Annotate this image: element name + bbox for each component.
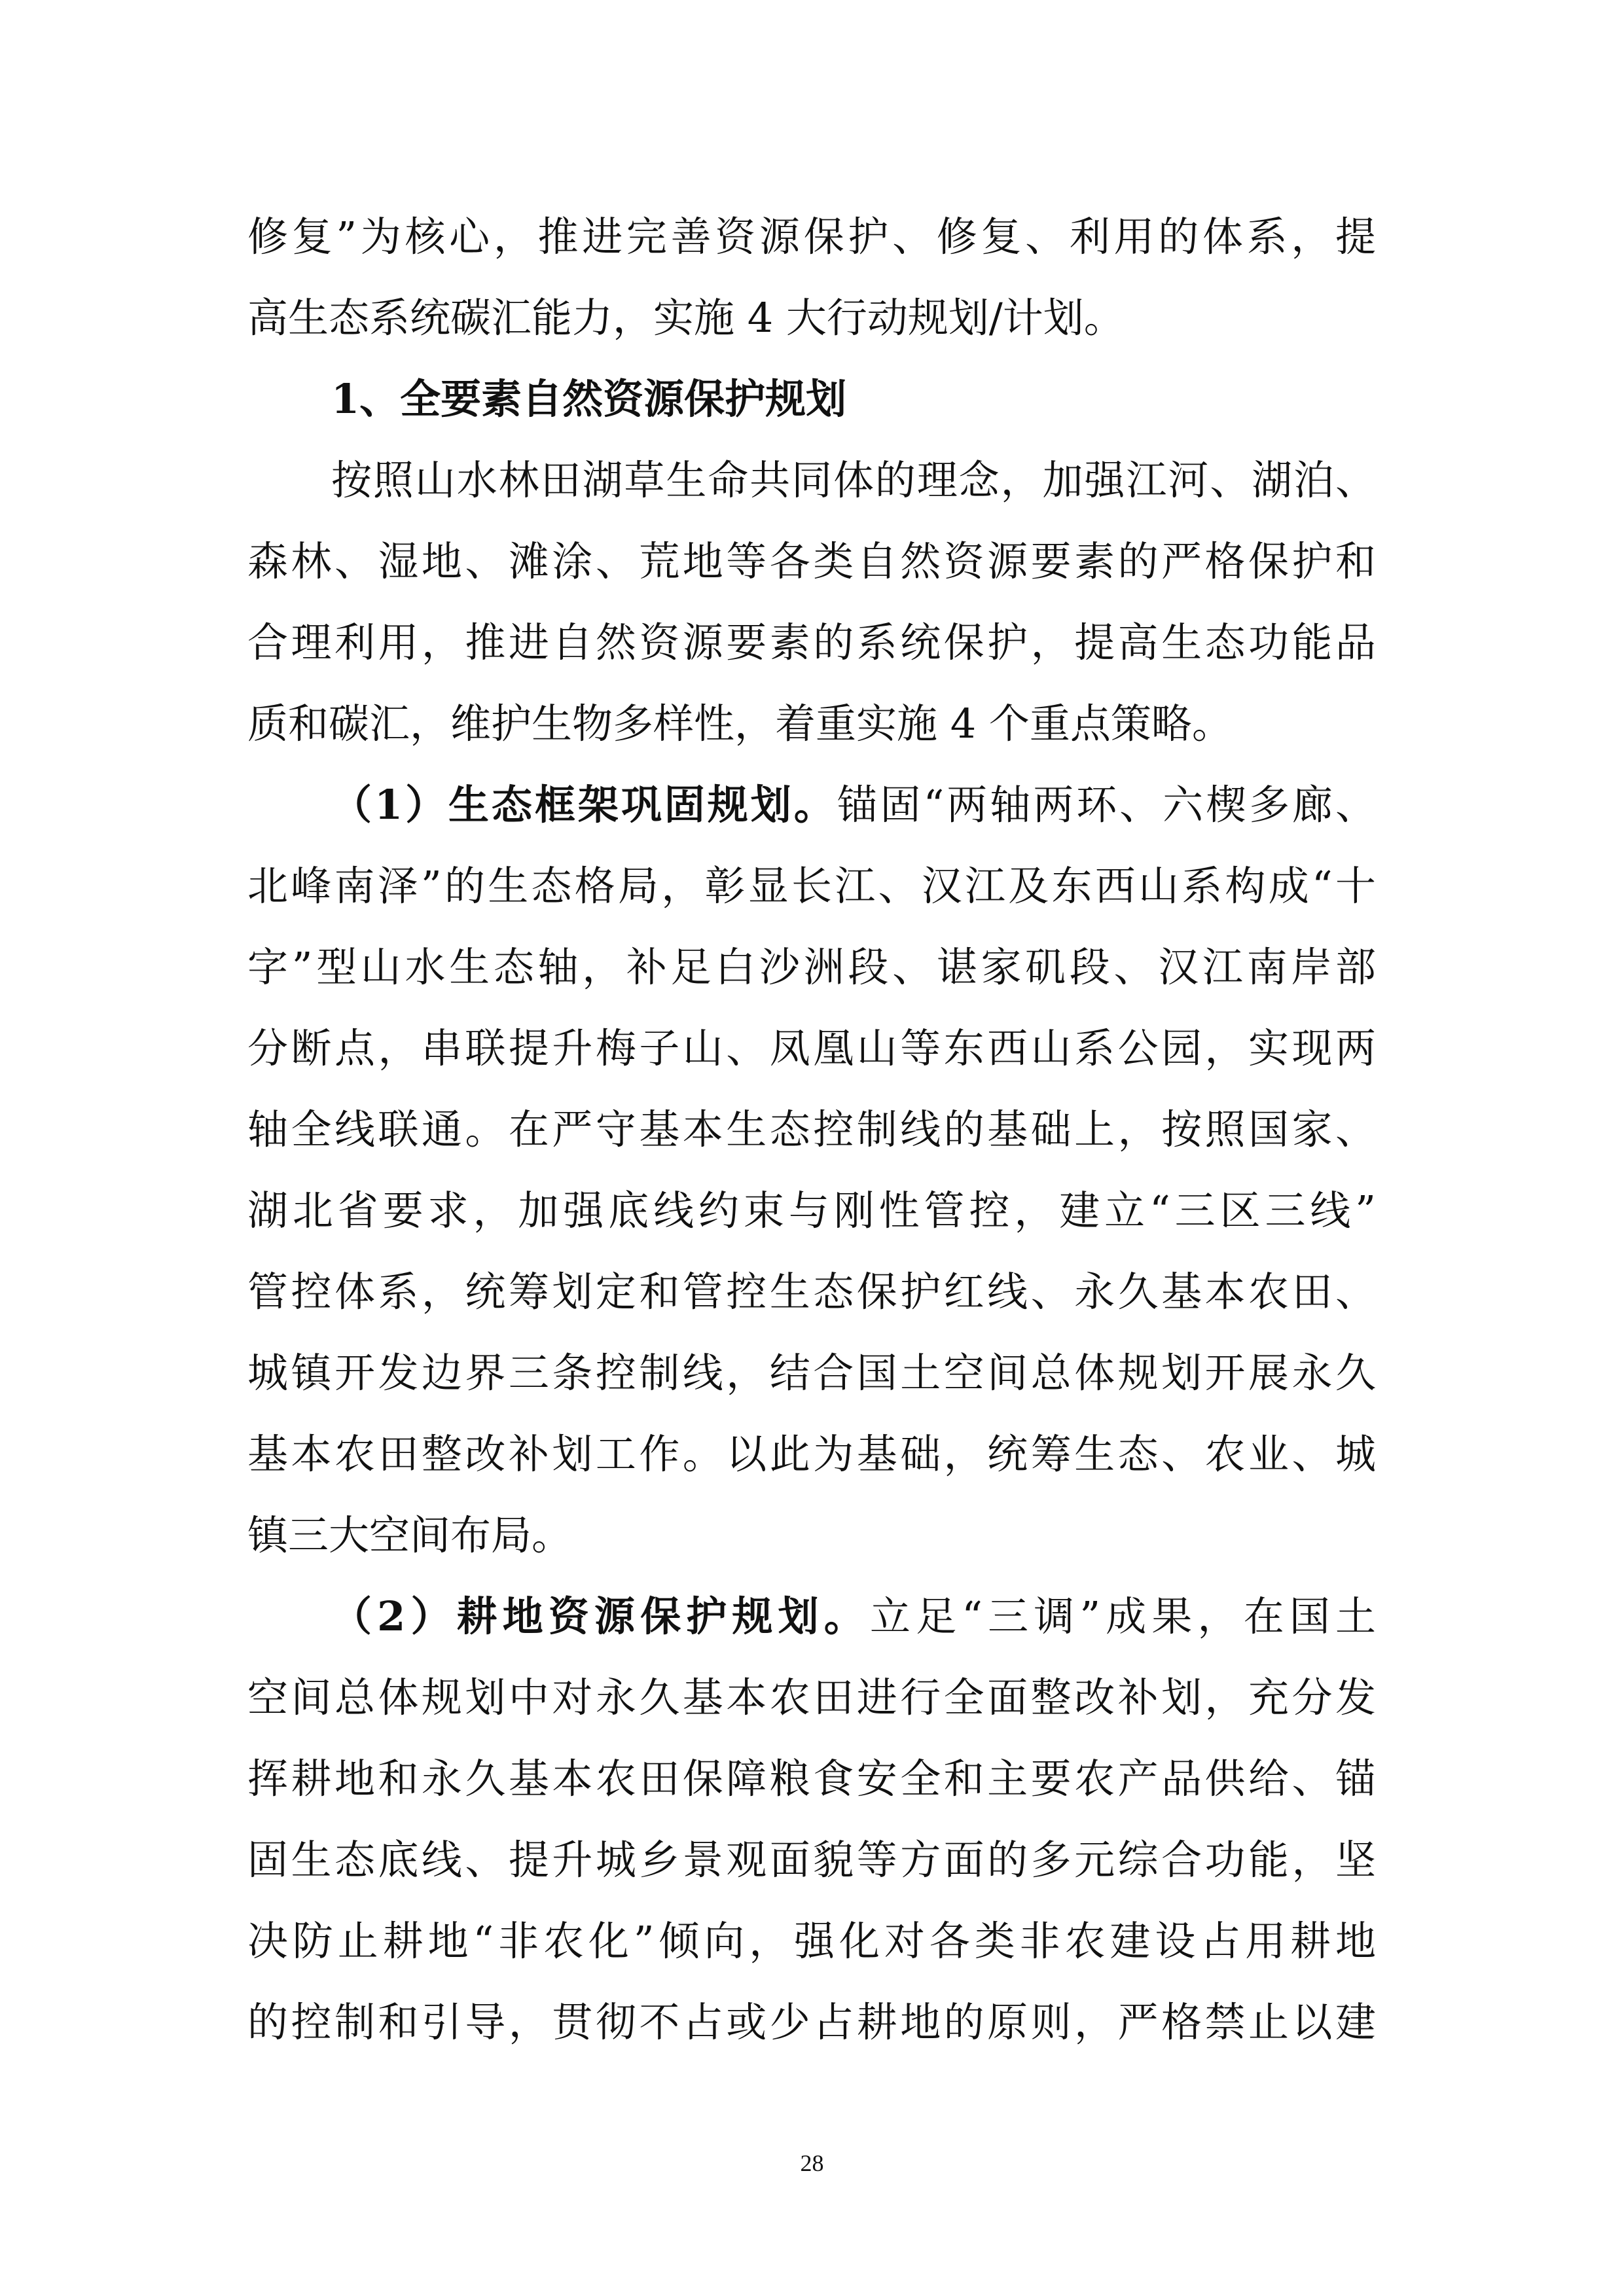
text-line: 按照山水林田湖草生命共同体的理念，加强江河、湖泊、 <box>331 456 1376 504</box>
text-line: 决防止耕地“非农化”倾向，强化对各类非农建设占用耕地 <box>247 1917 1376 1965</box>
item-text: 立足“三调”成果，在国土 <box>869 1592 1376 1640</box>
text-line: 轴全线联通。在严守基本生态控制线的基础上，按照国家、 <box>247 1105 1376 1153</box>
text-line: 固生态底线、提升城乡景观面貌等方面的多元综合功能，坚 <box>247 1836 1376 1884</box>
text-line: 基本农田整改补划工作。以此为基础，统筹生态、农业、城 <box>247 1430 1376 1478</box>
text-line: 合理利用，推进自然资源要素的系统保护，提高生态功能品 <box>247 619 1376 666</box>
text-line: 字”型山水生态轴，补足白沙洲段、谌家矶段、汉江南岸部 <box>247 943 1376 991</box>
text-line: 管控体系，统筹划定和管控生态保护红线、永久基本农田、 <box>247 1268 1376 1316</box>
document-body <box>247 196 1376 2063</box>
text-line: 镇三大空间布局。 <box>247 1511 573 1559</box>
text-line: 的控制和引导，贯彻不占或少占耕地的原则，严格禁止以建 <box>247 1998 1376 2046</box>
item-title: （1）生态框架巩固规划。 <box>331 781 837 829</box>
item-title: （2）耕地资源保护规划。 <box>331 1592 870 1640</box>
text-line: 修复”为核心，推进完善资源保护、修复、利用的体系，提 <box>247 213 1376 260</box>
item-heading-line <box>247 764 1376 846</box>
text-line: 北峰南泽”的生态格局，彰显长江、汉江及东西山系构成“十 <box>247 862 1376 910</box>
text-line: 湖北省要求，加强底线约束与刚性管控，建立“三区三线” <box>247 1187 1376 1234</box>
item-text: 锚固“两轴两环、六楔多廊、 <box>837 781 1376 829</box>
text-line: 空间总体规划中对永久基本农田进行全面整改补划，充分发 <box>247 1674 1376 1721</box>
text-line: 城镇开发边界三条控制线，结合国土空间总体规划开展永久 <box>247 1349 1376 1397</box>
text-line: 森林、湿地、滩涂、荒地等各类自然资源要素的严格保护和 <box>247 537 1376 585</box>
text-line: 挥耕地和永久基本农田保障粮食安全和主要农产品供给、锚 <box>247 1755 1376 1803</box>
text-line: 高生态系统碳汇能力，实施 4 大行动规划/计划。 <box>247 294 1125 342</box>
item-heading-line <box>247 1576 1376 1657</box>
text-line: 质和碳汇，维护生物多样性，着重实施 4 个重点策略。 <box>247 700 1233 747</box>
page-number: 28 <box>800 2150 824 2176</box>
text-line: 分断点，串联提升梅子山、凤凰山等东西山系公园，实现两 <box>247 1024 1376 1072</box>
section-heading: 1、全要素自然资源保护规划 <box>331 375 847 423</box>
